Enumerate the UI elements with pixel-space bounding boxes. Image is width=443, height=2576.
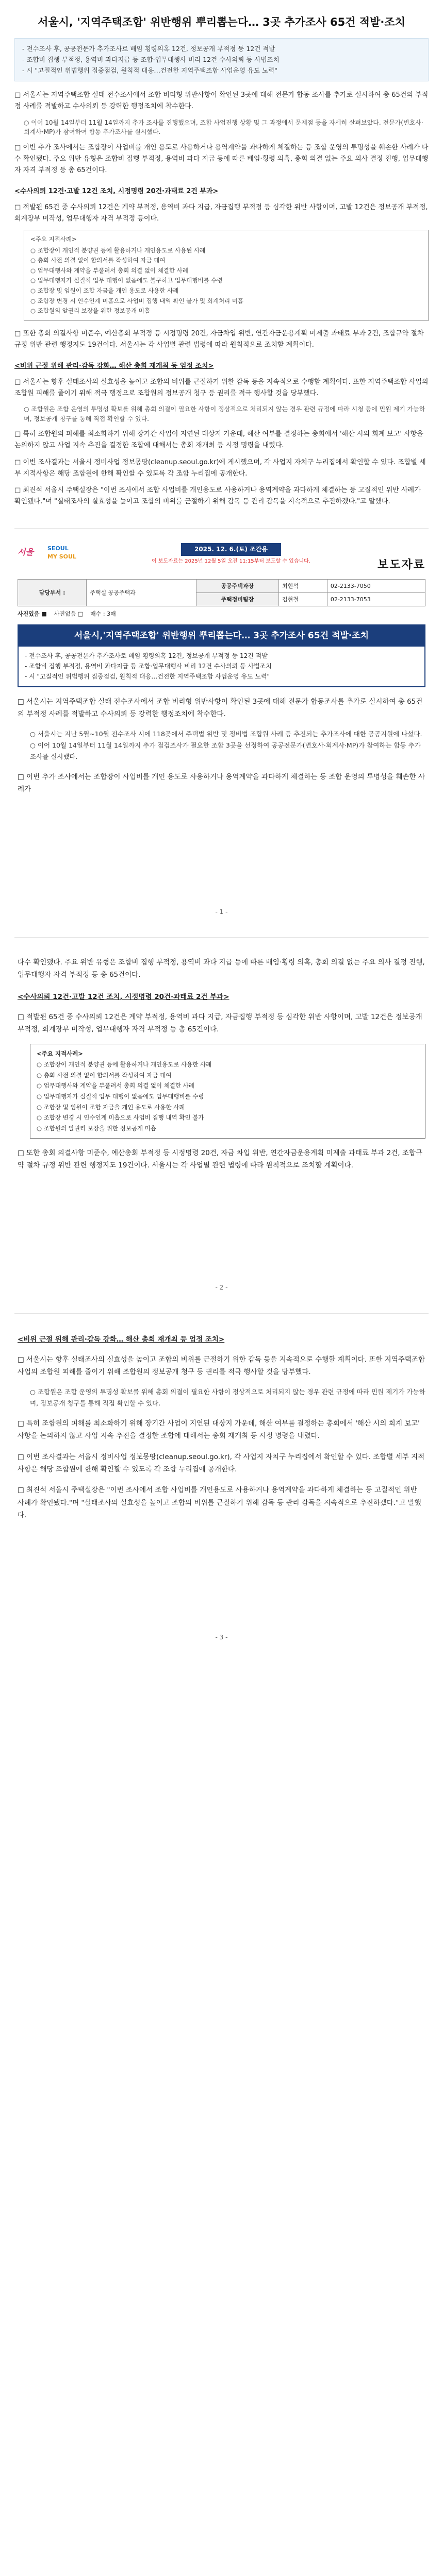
body-paragraph: □ 이번 추가 조사에서는 조합장이 사업비를 개인 용도로 사용하거나 용역계약을 과다하게 체결하는 등 조합 운영의 투명성을 훼손한 사례가: [18, 772, 425, 794]
paragraph: □ 또한 총회 의결사항 미준수, 예산총회 부적정 등 시정명령 20건, 자금차입 위반, 연간자금운용계획 미제출 과태료 부과 2건, 조합규약 절차 규정 위반 관련 행정지도 19건이다. 서울시는 각 사업별 관련 법령에 따라 원칙적으로 조치할 계획이다.: [14, 329, 424, 349]
case-item: ○ 조합장 및 임원이 조합 자금을 개인 용도로 사용한 사례: [30, 287, 179, 295]
dept-label: 담당부서 :: [18, 580, 87, 606]
paragraph: □ 서울시는 지역주택조합 실태 전수조사에서 조합 비리형 위반사항이 확인된 3곳에 대해 전문가 합동 조사를 추가로 실시하여 총 65건의 부적정 사례를 적발하고 수사의뢰 등 강력한 행정조치에 착수한다.: [14, 91, 429, 111]
body-paragraph: 다수 확인됐다. 주요 위반 유형은 조합비 집행 부적정, 용역비 과다 지급 등에 따른 배임·횡령 의혹, 총회 의결 없는 주요 의사 결정 진행, 업무대행자 자격 부적정 등 총 65건이다.: [18, 958, 425, 979]
paragraph: □ 이번 추가 조사에서는 조합장이 사업비를 개인 용도로 사용하거나 용역계약을 과다하게 체결하는 등 조합 운영의 투명성을 훼손한 사례가 다수 확인됐다. 주요 위반 유형은 조합비 집행 부적정, 용역비 과다 지급 등에 따른 배임·횡령 의혹, 총회 의결 없는 주요 의사 결정 진행, 업무대행자 자격 부적정 등 총 65건이다.: [14, 143, 429, 174]
body-paragraph: □ 최진석 서울시 주택실장은 "이번 조사에서 조합 사업비를 개인용도로 사용하거나 용역계약을 과다하게 체결하는 등 고질적인 위반 사례가 확인됐다."며 "실태조사의 실효성을 높이고 조합의 비위를 근절하기 위해 감독 등 관리 감독을 지속적으로 추진하겠다."고 말했다.: [18, 1486, 421, 1519]
manager-title: 공공주택과장: [196, 580, 279, 593]
article-summary: [0, 0, 443, 518]
headline: 서울시,'지역주택조합' 위반행위 뿌리뽑는다… 3곳 추가조사 65건 적발·조치: [19, 625, 424, 646]
team-phone: 02-2133-7053: [327, 593, 425, 606]
page-count: 매수 : 3매: [90, 611, 116, 618]
body-note: ○ 이어 10월 14일부터 11월 14일까지 추가 점검조사가 필요한 조합 3곳을 선정하여 공공전문가(변호사·회계사·MP)가 참여하는 합동 추가조사를 실시했다.: [30, 741, 421, 761]
case-item: ○ 총회 사전 의결 없이 합의서를 작성하여 자금 대여: [37, 1071, 172, 1079]
section-heading: <비위 근절 위해 관리·감독 강화… 해산 총회 재개최 등 엄정 조치>: [14, 362, 214, 370]
paragraph-note: ○ 이어 10월 14일부터 11월 14일까지 추가 조사를 진행했으며, 조합 사업진행 상황 및 그 과정에서 문제점 등을 자세히 살펴보았다. 전문가(변호사·회계사·MP)가 참여하여 합동 추가조사를 실시했다.: [24, 118, 423, 136]
team-name: 김현철: [279, 593, 327, 606]
photo-info: [18, 609, 425, 618]
seoul-logo: 서울 SEOUL MY SOUL: [18, 545, 76, 560]
summary-box: [14, 38, 429, 81]
case-item: ○ 조합장 변경 시 인수인계 미흡으로 사업비 집행 내역 확인 불가 및 회계처리 미흡: [30, 297, 244, 304]
press-release-page-2: [14, 937, 429, 1303]
press-release-page-1: [14, 528, 429, 927]
press-release-page-3: [14, 1313, 429, 1653]
case-item: ○ 업무대행자가 실질적 업무 대행이 없음에도 업무대행비를 수령: [37, 1092, 204, 1100]
contact-table: [18, 579, 425, 606]
body-paragraph: □ 적발된 65건 중 수사의뢰 12건은 계약 부적정, 용역비 과다 지급, 자금집행 부적정 등 심각한 위반 사항이며, 고발 12건은 정보공개 부적정, 회계장부 미작성, 업무대행자 자격 부적정 등 총 65건이다.: [18, 1012, 422, 1033]
paragraph: □ 특히 조합원의 피해를 최소화하기 위해 장기간 사업이 지연된 대상지 가운데, 해산 여부를 결정하는 총회에서 '해산 시의 회계 보고' 사항을 논의하지 않고 사업 지속 추진을 결정한 조합에 대해서는 총회 재개최 등 시정 명령을 내렸다.: [14, 430, 423, 450]
body-paragraph: □ 서울시는 지역주택조합 실태 전수조사에서 조합 비리형 위반사항이 확인된 3곳에 대해 전문가 합동조사를 추가로 실시하여 총 65건의 부적정 사례를 적발하고 수사의뢰 등 강력한 행정조치에 착수한다.: [18, 697, 423, 718]
case-list-box: [24, 230, 429, 320]
photo-yes: 사진있음 ■: [18, 611, 47, 618]
summary-line: - 전수조사 후, 공공전문가 추가조사로 배임 횡령의혹 12건, 정보공개 부적정 등 12건 적발: [22, 45, 275, 53]
case-item: ○ 업무대행사와 계약을 부풀려서 총회 의결 없이 체결한 사례: [30, 266, 188, 274]
page-number: - 2 -: [215, 1284, 228, 1292]
body-note: ○ 조합원은 조합 운영의 투명성 확보를 위해 총회 의결이 필요한 사항이 정상적으로 처리되지 않는 경우 관련 규정에 따라 민원 제기가 가능하며, 정보공개 청구를 통해 직접 확인할 수 있다.: [30, 1388, 425, 1408]
box-title: <주요 지적사례>: [30, 235, 77, 243]
headline-box: [18, 624, 425, 687]
case-item: ○ 조합원의 알권리 보장을 위한 정보공개 미흡: [37, 1125, 156, 1132]
summary-line: - 시 "고질적인 위법행위 집중점검, 원칙적 대응…건전한 지역주택조합 사업운영 유도 노력": [22, 66, 277, 74]
body-paragraph: □ 이번 조사결과는 서울시 정비사업 정보몽땅(cleanup.seoul.go.kr), 각 사업지 자치구 누리집에서 확인할 수 있다. 조합별 세부 지적사항은 해당 조합원에 한해 확인할 수 있도록 각 조합 누리집에 공개한다.: [18, 1452, 425, 1474]
case-item: ○ 업무대행사와 계약을 부풀려서 총회 의결 없이 체결한 사례: [37, 1082, 194, 1090]
body-paragraph: □ 또한 총회 의결사항 미준수, 예산총회 부적정 등 시정명령 20건, 자금 차입 위반, 연간자금운용계획 미제출 과태료 부과 2건, 조합규약 절차 규정 위반 관련 행정지도 19건이다. 서울시는 각 사업별 관련 법령에 따라 원칙적으로 조치할 계획이다.: [18, 1148, 422, 1170]
section-heading: <수사의뢰 12건·고발 12건 조치, 시정명령 20건·과태료 2건 부과>: [18, 992, 229, 1001]
press-header: [18, 543, 425, 574]
manager-phone: 02-2133-7050: [327, 580, 425, 593]
press-release-label: 보도자료: [377, 558, 425, 571]
headline-bullets: [19, 647, 424, 686]
body-note: ○ 서울시는 지난 5월~10월 전수조사 시에 118곳에서 주택법 위반 및 정비법 조합원 사례 등 추진되는 추가조사에 대한 공공지원에 나섰다.: [30, 730, 422, 738]
paragraph: □ 적발된 65건 중 수사의뢰 12건은 계약 부적정, 용역비 과다 지급, 자금집행 부적정 등 심각한 위반 사항이며, 고발 12건은 정보공개 부적정, 회계장부 미작성, 업무대행자 자격 부적정 등이다.: [14, 204, 428, 223]
photo-no: 사진없음 □: [54, 611, 84, 618]
case-item: ○ 조합장이 개인적 분양권 등에 활용하거나 개인용도로 사용된 사례: [30, 246, 206, 254]
headline-bullet: - 조합비 집행 부적정, 용역비 과다지급 등 조합·업무대행사 비리 12건 수사의뢰 등 사법조치: [25, 662, 272, 670]
embargo-hold-text: 이 보도자료는 2025년 12월 5일 오전 11:15부터 보도할 수 있습니다.: [151, 558, 310, 564]
headline-bullet: - 시 "고질적인 위법행위 집중점검, 원칙적 대응…건전한 지역주택조합 사업운영 유도 노력": [25, 673, 270, 681]
case-item: ○ 업무대행자가 실질적 업무 대행이 없음에도 불구하고 업무대행비를 수령: [30, 277, 223, 284]
case-item: ○ 조합원의 알권리 보장을 위한 정보공개 미흡: [30, 307, 150, 315]
dept-name: 주택실 공공주택과: [87, 580, 196, 606]
section-heading: <수사의뢰 12건·고발 12건 조치, 시정명령 20건·과태료 2건 부과>: [14, 187, 219, 195]
case-list-box: [30, 1044, 425, 1139]
headline-bullet: - 전수조사 후, 공공전문가 추가조사로 배임 횡령의혹 12건, 정보공개 부적정 등 12건 적발: [25, 652, 268, 659]
box-title: <주요 지적사례>: [37, 1050, 83, 1058]
team-title: 주택정비팀장: [196, 593, 279, 606]
section-heading: <비위 근절 위해 관리·감독 강화… 해산 총회 재개최 등 엄정 조치>: [18, 1335, 225, 1344]
body-paragraph: □ 서울시는 향후 실태조사의 실효성을 높이고 조합의 비위를 근절하기 위한 감독 등을 지속적으로 수행할 계획이다. 또한 지역주택조합 사업의 조합원 피해를 줄이기 위해 조합원의 정보공개 청구 등 권리를 적극 행사할 것을 당부했다.: [18, 1355, 425, 1377]
page-number: - 3 -: [215, 1634, 228, 1641]
case-item: ○ 총회 사전 의결 없이 합의서를 작성하여 자금 대여: [30, 257, 166, 264]
article-title: 서울시, '지역주택조합' 위반행위 뿌리뽑는다… 3곳 추가조사 65건 적발·조치: [38, 16, 405, 28]
paragraph-note: ○ 조합원은 조합 운영의 투명성 확보를 위해 총회 의결이 필요한 사항이 정상적으로 처리되지 않는 경우 관련 규정에 따라 시청 등에 민원 제기 가능하며, 정보공개 청구를 통해 직접 확인할 수 있다.: [24, 405, 425, 422]
case-item: ○ 조합장이 개인적 분양권 등에 활용하거나 개인용도로 사용한 사례: [37, 1060, 212, 1068]
page-number: - 1 -: [215, 908, 228, 916]
case-item: ○ 조합장 변경 시 인수인계 미흡으로 사업비 집행 내역 확인 불가: [37, 1114, 204, 1122]
case-item: ○ 조합장 및 임원이 조합 자금을 개인 용도로 사용한 사례: [37, 1103, 185, 1111]
manager-name: 최현석: [279, 580, 327, 593]
embargo-date: 2025. 12. 6.(토) 조간용: [181, 543, 281, 556]
embargo-notice: [85, 543, 378, 565]
paragraph: □ 이번 조사결과는 서울시 정비사업 정보몽땅(cleanup.seoul.go.kr)에 게시했으며, 각 사업지 자치구 누리집에서 확인할 수 있다. 조합별 세부 지적사항은 해당 조합원에 한해 확인할 수 있도록 각 조합 누리집에 공개한다.: [14, 458, 426, 478]
paragraph: □ 서울시는 향후 실태조사의 실효성을 높이고 조합의 비위를 근절하기 위한 감독 등을 지속적으로 수행할 계획이다. 또한 지역주택조합 사업의 조합원 피해를 줄이기 위해 적극 행정으로 조합원의 정보공개 청구 등 권리를 적극 행사할 것을 당부했다.: [14, 378, 429, 398]
paragraph: □ 최진석 서울시 주택실장은 "이번 조사에서 조합 사업비를 개인용도로 사용하거나 용역계약을 과다하게 체결하는 등 고질적인 위반 사례가 확인됐다."며 "실태조사의 실효성을 높이고 조합의 비위를 근절하기 위해 감독 등 관리 감독을 지속적으로 추진하겠다."고 말했다.: [14, 486, 421, 505]
summary-line: - 조합비 집행 부적정, 용역비 과다지급 등 조합·업무대행사 비리 12건 수사의뢰 등 사법조치: [22, 56, 280, 64]
body-paragraph: □ 특히 조합원의 피해를 최소화하기 위해 장기간 사업이 지연된 대상지 가운데, 해산 여부를 결정하는 총회에서 '해산 시의 회계 보고' 사항을 논의하지 않고 사업 지속 추진을 결정한 조합에 대해서는 총회 재개최 등 시정 명령을 내렸다.: [18, 1419, 420, 1440]
